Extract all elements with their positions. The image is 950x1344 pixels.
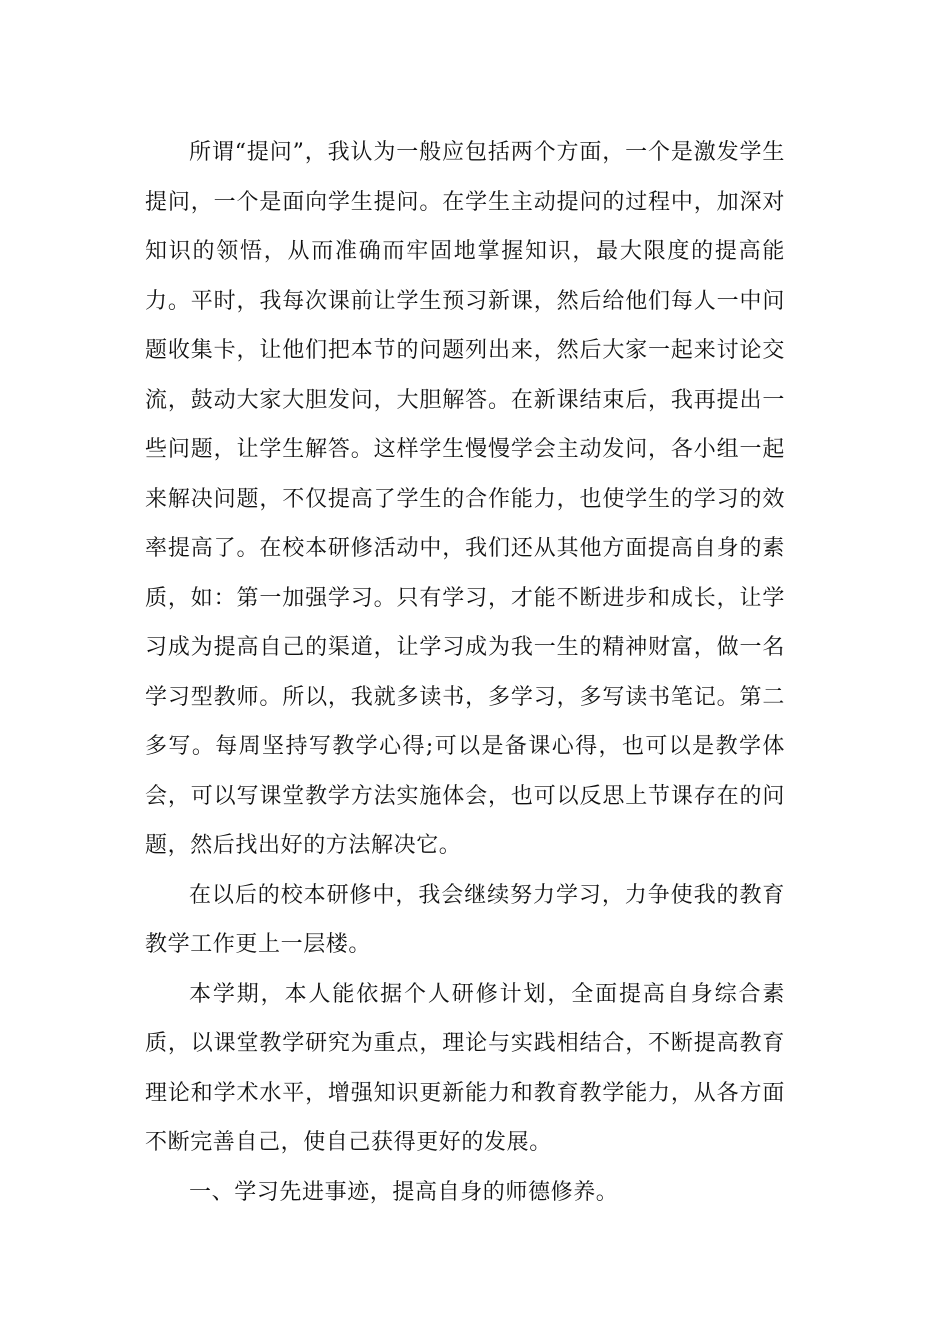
document-body [145, 128, 785, 1217]
paragraph-semester-summary: 本学期，本人能依据个人研修计划，全面提高自身综合素质，以课堂教学研究为重点，理论与实践相结合，不断提高教育理论和学术水平，增强知识更新能力和教育教学能力，从各方面不断完善自己，使自己获得更好的发展。 [145, 981, 785, 1155]
paragraph-questioning: 所谓“提问”，我认为一般应包括两个方面，一个是激发学生提问，一个是面向学生提问。在学生主动提问的过程中，加深对知识的领悟，从而准确而牢固地掌握知识，最大限度的提高能力。平时，我每次课前让学生预习新课，然后给他们每人一中问题收集卡，让他们把本节的问题列出来，然后大家一起来讨论交流，鼓动大家大胆发问，大胆解答。在新课结束后，我再提出一些问题，让学生解答。这样学生慢慢学会主动发问，各小组一起来解决问题，不仅提高了学生的合作能力，也使学生的学习的效率提高了。在校本研修活动中，我们还从其他方面提高自身的素质，如：第一加强学习。只有学习，才能不断进步和成长，让学习成为提高自己的渠道，让学习成为我一生的精神财富，做一名学习型教师。所以，我就多读书，多学习，多写读书笔记。第二多写。每周坚持写教学心得;可以是备课心得，也可以是教学体会，可以写课堂教学方法实施体会，也可以反思上节课存在的问题，然后找出好的方法解决它。 [145, 140, 785, 858]
section-heading-1: 一、学习先进事迹，提高自身的师德修养。 [189, 1179, 619, 1205]
paragraph-future-study: 在以后的校本研修中，我会继续努力学习，力争使我的教育教学工作更上一层楼。 [145, 882, 785, 957]
